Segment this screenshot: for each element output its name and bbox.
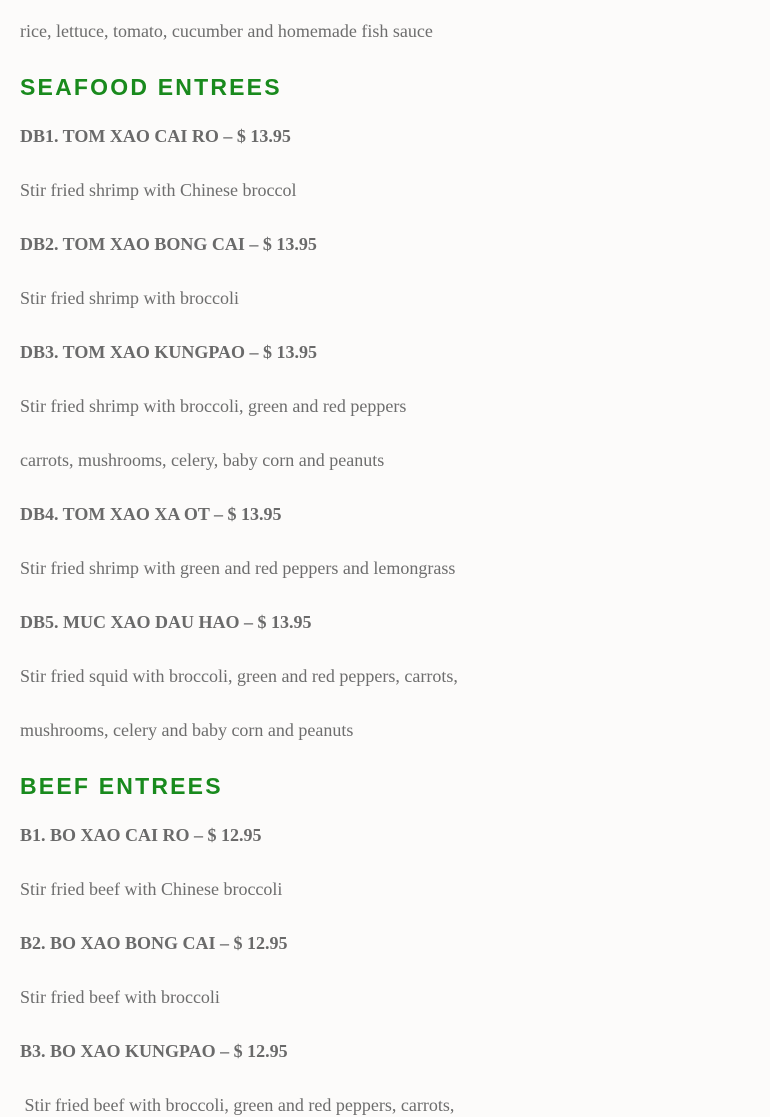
menu-item-title-db2: DB2. TOM XAO BONG CAI – $ 13.95 (20, 234, 317, 254)
menu-item-description-db3-line1: Stir fried shrimp with broccoli, green and red peppers (20, 396, 407, 416)
menu-item-title-b1: B1. BO XAO CAI RO – $ 12.95 (20, 825, 262, 845)
menu-item-title-db4: DB4. TOM XAO XA OT – $ 13.95 (20, 504, 282, 524)
menu-item-description-b1: Stir fried beef with Chinese broccoli (20, 879, 283, 899)
intro-description: rice, lettuce, tomato, cucumber and homemade fish sauce (20, 21, 433, 41)
menu-item-description-db4: Stir fried shrimp with green and red peppers and lemongrass (20, 558, 456, 578)
menu-item-description-db5-line1: Stir fried squid with broccoli, green and red peppers, carrots, (20, 666, 458, 686)
section-title-seafood: SEAFOOD ENTREES (20, 74, 282, 100)
section-title-beef: BEEF ENTREES (20, 773, 223, 799)
menu-item-description-b3: Stir fried beef with broccoli, green and red peppers, carrots, (20, 1095, 455, 1115)
menu-item-description-db3-line2: carrots, mushrooms, celery, baby corn and peanuts (20, 450, 385, 470)
menu-item-description-db2: Stir fried shrimp with broccoli (20, 288, 239, 308)
menu-item-title-db3: DB3. TOM XAO KUNGPAO – $ 13.95 (20, 342, 318, 362)
menu-item-description-db1: Stir fried shrimp with Chinese broccol (20, 180, 297, 200)
menu-item-title-db5: DB5. MUC XAO DAU HAO – $ 13.95 (20, 612, 312, 632)
menu-item-title-db1: DB1. TOM XAO CAI RO – $ 13.95 (20, 126, 291, 146)
menu-item-title-b2: B2. BO XAO BONG CAI – $ 12.95 (20, 933, 288, 953)
menu-item-description-b2: Stir fried beef with broccoli (20, 987, 220, 1007)
menu-item-title-b3: B3. BO XAO KUNGPAO – $ 12.95 (20, 1041, 288, 1061)
menu-item-description-db5-line2: mushrooms, celery and baby corn and peanuts (20, 720, 354, 740)
